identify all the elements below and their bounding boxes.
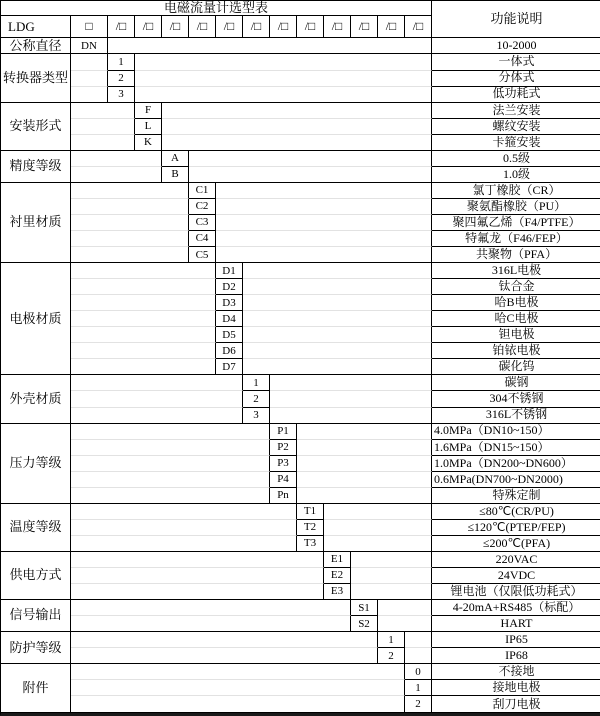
model-slot-box: /□ (108, 16, 135, 38)
filler-cell (71, 424, 270, 440)
spec-description: ≤120℃(PTEP/FEP) (432, 520, 600, 536)
category-label-2: 安装形式 (1, 103, 71, 151)
filler-cell (71, 616, 351, 632)
category-label-3: 精度等级 (1, 151, 71, 183)
filler-cell (71, 391, 243, 407)
code-cell: P2 (270, 440, 297, 456)
filler-cell (135, 54, 432, 70)
filler-cell (162, 103, 432, 119)
filler-cell (324, 504, 432, 520)
code-cell: C1 (189, 183, 216, 199)
filler-cell (71, 87, 108, 103)
filler-cell (71, 552, 324, 568)
filler-cell (324, 536, 432, 552)
category-label-11: 防护等级 (1, 632, 71, 664)
filler-cell (378, 616, 432, 632)
code-cell: D6 (216, 343, 243, 359)
code-cell: 1 (108, 54, 135, 70)
filler-cell (71, 327, 216, 343)
code-cell: T1 (297, 504, 324, 520)
spec-description: 碳化钨 (432, 359, 600, 375)
filler-cell (71, 488, 270, 504)
filler-cell (71, 311, 216, 327)
filler-cell (216, 231, 432, 247)
filler-cell (71, 359, 216, 375)
filler-cell (71, 199, 189, 215)
filler-cell (71, 440, 270, 456)
filler-cell (189, 151, 432, 167)
category-label-6: 外壳材质 (1, 375, 71, 423)
spec-description: 钽电极 (432, 327, 600, 343)
code-cell: C5 (189, 247, 216, 263)
spec-description: 特氟龙（F46/FEP） (432, 231, 600, 247)
filler-cell (297, 424, 432, 440)
spec-description: 1.6MPa（DN15~150） (432, 440, 600, 456)
spec-description: 碳钢 (432, 375, 600, 391)
code-cell: 2 (243, 391, 270, 407)
code-cell: 3 (243, 408, 270, 424)
model-slot-box: /□ (351, 16, 378, 38)
model-code-box: □ (71, 16, 108, 38)
filler-cell (135, 87, 432, 103)
table-title: 电磁流量计选型表 (1, 1, 432, 16)
model-slot-box: /□ (135, 16, 162, 38)
spec-description: 螺纹安装 (432, 119, 600, 135)
spec-description: 铂铱电极 (432, 343, 600, 359)
spec-description: HART (432, 616, 600, 632)
code-cell: F (135, 103, 162, 119)
filler-cell (108, 38, 432, 54)
filler-cell (270, 375, 432, 391)
spec-description: 0.6MPa(DN700~DN2000) (432, 472, 600, 488)
spec-description: 特殊定制 (432, 488, 600, 504)
filler-cell (297, 440, 432, 456)
category-label-4: 衬里材质 (1, 183, 71, 263)
filler-cell (216, 183, 432, 199)
spec-description: 1.0MPa（DN200~DN600） (432, 456, 600, 472)
code-cell: P4 (270, 472, 297, 488)
model-slot-box: /□ (405, 16, 432, 38)
filler-cell (71, 568, 324, 584)
spec-description: 刮刀电极 (432, 696, 600, 713)
filler-cell (216, 247, 432, 263)
spec-description: 1.0级 (432, 167, 600, 183)
code-cell: D5 (216, 327, 243, 343)
filler-cell (71, 504, 297, 520)
filler-cell (351, 552, 432, 568)
spec-description: 锂电池（仅限低功耗式） (432, 584, 600, 600)
spec-description: 220VAC (432, 552, 600, 568)
filler-cell (189, 167, 432, 183)
filler-cell (71, 536, 297, 552)
code-cell: D7 (216, 359, 243, 375)
code-cell: C4 (189, 231, 216, 247)
code-cell: P1 (270, 424, 297, 440)
code-cell: E1 (324, 552, 351, 568)
filler-cell (297, 488, 432, 504)
filler-cell (324, 520, 432, 536)
filler-cell (243, 327, 432, 343)
spec-description: IP65 (432, 632, 600, 648)
category-label-7: 压力等级 (1, 424, 71, 504)
filler-cell (71, 408, 243, 424)
description-column-header: 功能说明 (432, 1, 600, 38)
code-cell: S2 (351, 616, 378, 632)
category-label-0: 公称直径 (1, 38, 71, 54)
spec-description: 分体式 (432, 71, 600, 87)
code-cell: P3 (270, 456, 297, 472)
filler-cell (405, 632, 432, 648)
code-cell: S1 (351, 600, 378, 616)
filler-cell (71, 456, 270, 472)
filler-cell (71, 600, 351, 616)
code-cell: D4 (216, 311, 243, 327)
filler-cell (351, 568, 432, 584)
spec-description: 钛合金 (432, 279, 600, 295)
model-slot-box: /□ (297, 16, 324, 38)
code-cell: E3 (324, 584, 351, 600)
spec-description: 法兰安装 (432, 103, 600, 119)
model-slot-box: /□ (189, 16, 216, 38)
spec-description: 316L电极 (432, 263, 600, 279)
filler-cell (243, 263, 432, 279)
spec-description: 316L不锈钢 (432, 408, 600, 424)
filler-cell (71, 375, 243, 391)
category-label-1: 转换器类型 (1, 54, 71, 102)
filler-cell (243, 343, 432, 359)
spec-description: IP68 (432, 648, 600, 664)
spec-description: 卡箍安装 (432, 135, 600, 151)
filler-cell (270, 408, 432, 424)
filler-cell (135, 71, 432, 87)
filler-cell (71, 680, 405, 696)
spec-description: 304不锈钢 (432, 391, 600, 407)
filler-cell (71, 520, 297, 536)
code-cell: T2 (297, 520, 324, 536)
filler-cell (71, 151, 162, 167)
model-slot-box: /□ (270, 16, 297, 38)
filler-cell (71, 472, 270, 488)
filler-cell (71, 231, 189, 247)
code-cell: T3 (297, 536, 324, 552)
filler-cell (270, 391, 432, 407)
filler-cell (297, 472, 432, 488)
category-label-8: 温度等级 (1, 504, 71, 552)
code-cell: L (135, 119, 162, 135)
filler-cell (71, 135, 135, 151)
filler-cell (71, 696, 405, 713)
model-slot-box: /□ (216, 16, 243, 38)
spec-description: 不接地 (432, 664, 600, 680)
code-cell: 2 (378, 648, 405, 664)
filler-cell (71, 167, 162, 183)
code-cell: B (162, 167, 189, 183)
spec-description: 哈B电极 (432, 295, 600, 311)
code-cell: 0 (405, 664, 432, 680)
spec-description: 一体式 (432, 54, 600, 70)
filler-cell (216, 199, 432, 215)
filler-cell (71, 263, 216, 279)
spec-description: 0.5级 (432, 151, 600, 167)
code-cell: D2 (216, 279, 243, 295)
spec-description: 氯丁橡胶（CR） (432, 183, 600, 199)
category-label-10: 信号输出 (1, 600, 71, 632)
filler-cell (71, 183, 189, 199)
filler-cell (71, 71, 108, 87)
model-slot-box: /□ (324, 16, 351, 38)
model-slot-box: /□ (378, 16, 405, 38)
code-cell: K (135, 135, 162, 151)
filler-cell (71, 54, 108, 70)
code-cell: E2 (324, 568, 351, 584)
filler-cell (71, 119, 135, 135)
spec-description: ≤200℃(PFA) (432, 536, 600, 552)
category-label-9: 供电方式 (1, 552, 71, 600)
code-cell: Pn (270, 488, 297, 504)
filler-cell (71, 664, 405, 680)
filler-cell (71, 648, 378, 664)
filler-cell (71, 215, 189, 231)
spec-description: 接地电极 (432, 680, 600, 696)
filler-cell (297, 456, 432, 472)
filler-cell (405, 648, 432, 664)
spec-description: 24VDC (432, 568, 600, 584)
spec-description: 哈C电极 (432, 311, 600, 327)
code-cell: 1 (405, 680, 432, 696)
filler-cell (71, 584, 324, 600)
code-cell: 2 (405, 696, 432, 713)
code-cell: A (162, 151, 189, 167)
filler-cell (216, 215, 432, 231)
spec-description: 聚四氟乙烯（F4/PTFE） (432, 215, 600, 231)
code-cell: C3 (189, 215, 216, 231)
filler-cell (71, 343, 216, 359)
filler-cell (243, 295, 432, 311)
category-label-12: 附件 (1, 664, 71, 713)
code-cell: D3 (216, 295, 243, 311)
code-cell: 1 (378, 632, 405, 648)
filler-cell (162, 119, 432, 135)
filler-cell (71, 295, 216, 311)
filler-cell (71, 247, 189, 263)
model-prefix: LDG (1, 16, 71, 38)
filler-cell (378, 600, 432, 616)
code-cell: 2 (108, 71, 135, 87)
filler-cell (351, 584, 432, 600)
filler-cell (71, 279, 216, 295)
spec-description: 低功耗式 (432, 87, 600, 103)
spec-description: ≤80℃(CR/PU) (432, 504, 600, 520)
code-cell: DN (71, 38, 108, 54)
spec-description: 聚氨酯橡胶（PU） (432, 199, 600, 215)
filler-cell (243, 311, 432, 327)
spec-description: 4-20mA+RS485（标配） (432, 600, 600, 616)
filler-cell (71, 103, 135, 119)
category-label-5: 电极材质 (1, 263, 71, 375)
spec-description: 10-2000 (432, 38, 600, 54)
filler-cell (162, 135, 432, 151)
spec-description: 共聚物（PFA） (432, 247, 600, 263)
model-slot-box: /□ (162, 16, 189, 38)
code-cell: 1 (243, 375, 270, 391)
filler-cell (71, 632, 378, 648)
filler-cell (243, 279, 432, 295)
code-cell: D1 (216, 263, 243, 279)
model-slot-box: /□ (243, 16, 270, 38)
filler-cell (243, 359, 432, 375)
code-cell: C2 (189, 199, 216, 215)
code-cell: 3 (108, 87, 135, 103)
spec-description: 4.0MPa（DN10~150） (432, 424, 600, 440)
